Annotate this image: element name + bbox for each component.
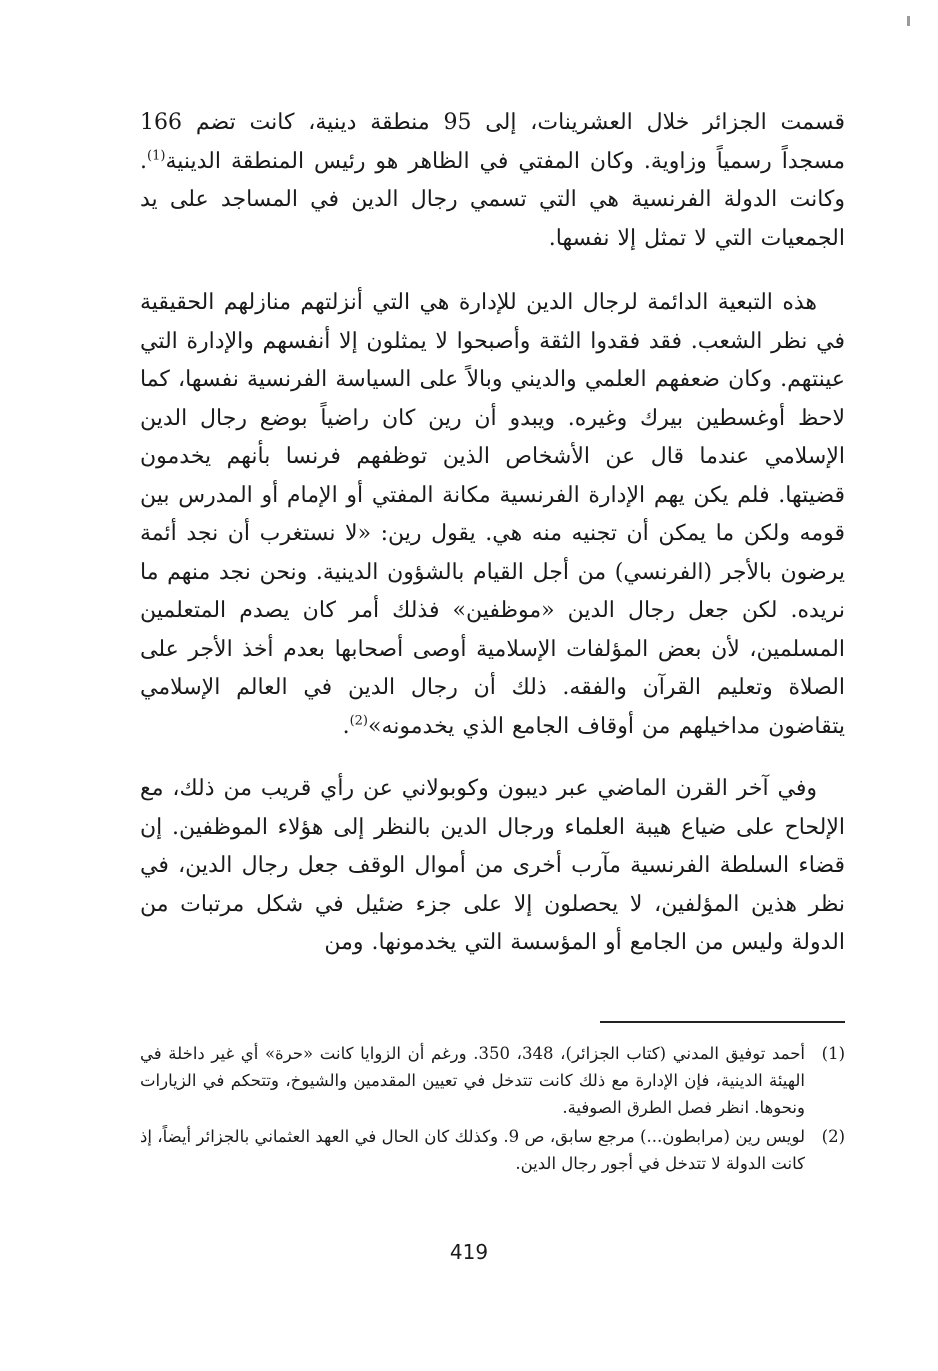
footnote-ref[interactable]: (2) (349, 713, 368, 729)
paragraph-spacer (140, 258, 845, 284)
paragraph-text: قسمت الجزائر خلال العشرينات، إلى 95 منطقة دينية، كانت تضم 166 مسجداً رسمياً وزاوية. وكان المفتي في الظاهر هو رئيس المنطقة الدينية (140, 110, 845, 174)
paragraph-tail: . وكانت الدولة الفرنسية هي التي تسمي رجال الدين في المساجد على يد الجمعيات التي لا تمثل إلا نفسها. (140, 148, 845, 251)
paragraph-tail: . (342, 713, 350, 739)
footnote-separator (600, 1021, 845, 1023)
paragraph-3 (140, 770, 845, 963)
footnotes (140, 1040, 845, 1179)
footnote-2 (140, 1123, 845, 1177)
footnote-text: لويس رين (مرابطون...) مرجع سابق، ص 9. وكذلك كان الحال في العهد العثماني بالجزائر أيضاً، إذ كانت الدولة لا تتدخل في أجور رجال الدين. (140, 1127, 805, 1173)
paragraph-1 (140, 104, 845, 258)
body-text (140, 104, 845, 963)
scan-mark (907, 16, 910, 26)
paragraph-2 (140, 284, 845, 746)
paragraph-text: وفي آخر القرن الماضي عبر ديبون وكوبولاني عن رأي قريب من ذلك، مع الإلحاح على ضياع هيبة العلماء ورجال الدين بالنظر إلى هؤلاء الموظفين. إن قضاء السلطة الفرنسية مآرب أخرى من أموال الوقف جعل رجال الدين، في نظر هذين المؤلفين، لا يحصلون إلا على جزء ضئيل في شكل مرتبات من الدولة وليس من الجامع أو المؤسسة التي يخدمونها. ومن (140, 776, 845, 955)
paragraph-spacer (140, 746, 845, 770)
footnote-number: (1) (821, 1044, 845, 1063)
page-number: 419 (449, 1240, 489, 1264)
footnote-ref[interactable]: (1) (147, 148, 166, 164)
footnote-1 (140, 1040, 845, 1121)
footnote-text: أحمد توفيق المدني (كتاب الجزائر)، 348، 350. ورغم أن الزوايا كانت «حرة» أي غير داخلة في الهيئة الدينية، فإن الإدارة مع ذلك كانت تتدخل في تعيين المقدمين والشيوخ، وتتحكم في الزيارات ونحوها. انظر فصل الطرق الصوفية. (140, 1044, 805, 1117)
paragraph-text: هذه التبعية الدائمة لرجال الدين للإدارة هي التي أنزلتهم منازلهم الحقيقية في نظر الشعب. فقد فقدوا الثقة وأصبحوا لا يمثلون إلا أنفسهم والإدارة التي عينتهم. وكان ضعفهم العلمي والديني وبالاً على السياسة الفرنسية نفسها، كما لاحظ أوغسطين بيرك وغيره. ويبدو أن رين كان راضياً بوضع رجال الدين الإسلامي عندما قال عن الأشخاص الذين توظفهم فرنسا بأنهم يخدمون قضيتها. فلم يكن يهم الإدارة الفرنسية مكانة المفتي أو الإمام أو المدرس بين قومه ولكن ما يمكن أن تجنيه منه هي. يقول رين: «لا نستغرب أن نجد أئمة يرضون بالأجر (الفرنسي) من أجل القيام بالشؤون الدينية. ونحن نجد منهم ما نريده. لكن جعل رجال الدين «موظفين» فذلك أمر كان يصدم المتعلمين المسلمين، لأن بعض المؤلفات الإسلامية أوصى أصحابها بعدم أخذ الأجر على الصلاة وتعليم القرآن والفقه. ذلك أن رجال الدين في العالم الإسلامي يتقاضون مداخيلهم من أوقاف الجامع الذي يخدمونه» (140, 290, 845, 739)
footnote-number: (2) (821, 1127, 845, 1146)
